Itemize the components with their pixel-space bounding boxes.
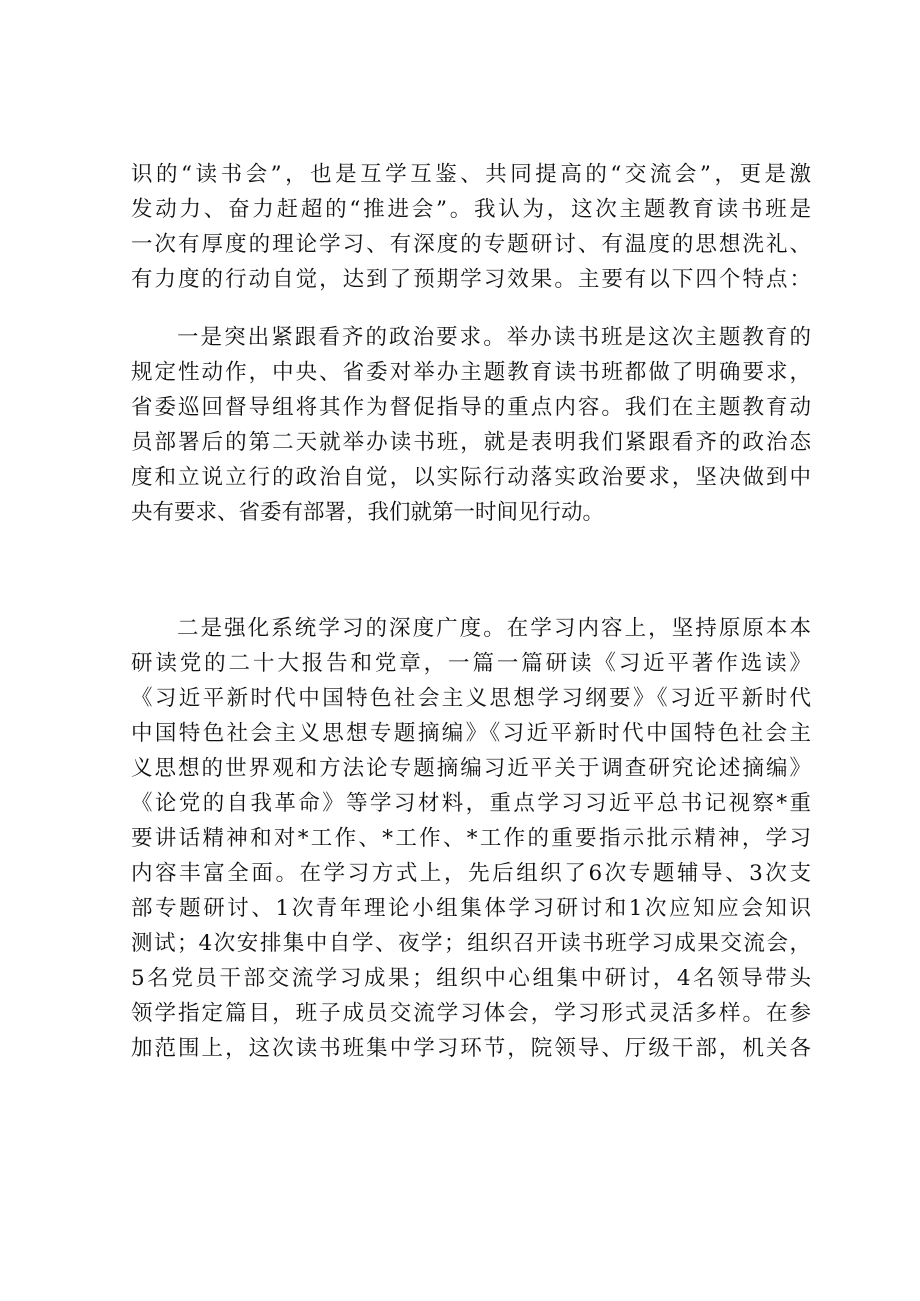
text-line: 二是强化系统学习的深度广度。在学习内容上，坚持原原本本 <box>177 616 811 641</box>
text-line: 《习近平新时代中国特色社会主义思想学习纲要》《习近平新时代 <box>131 686 811 711</box>
paragraph-intro <box>131 157 811 297</box>
text-line: 领学指定篇目，班子成员交流学习体会，学习形式灵活多样。在参 <box>131 1001 811 1026</box>
text-line: 规定性动作，中央、省委对举办主题教育读书班都做了明确要求， <box>131 360 811 385</box>
paragraph-systematic-study <box>131 611 811 1066</box>
text-line: 发动力、奋力赶超的“推进会”。我认为，这次主题教育读书班是 <box>131 197 811 222</box>
paragraph-political-requirement <box>131 320 811 530</box>
text-line: 识的“读书会”，也是互学互鉴、共同提高的“交流会”，更是激 <box>131 162 811 187</box>
text-line: 员部署后的第二天就举办读书班，就是表明我们紧跟看齐的政治态 <box>131 430 811 455</box>
text-line: 5名党员干部交流学习成果；组织中心组集中研讨，4名领导带头 <box>131 966 811 991</box>
text-line: 要讲话精神和对*工作、*工作、*工作的重要指示批示精神，学习 <box>131 826 811 851</box>
text-line: 加范围上，这次读书班集中学习环节，院领导、厅级干部，机关各 <box>131 1036 811 1061</box>
text-line: 一是突出紧跟看齐的政治要求。举办读书班是这次主题教育的 <box>177 325 811 350</box>
text-line: 一次有厚度的理论学习、有深度的专题研讨、有温度的思想洗礼、 <box>131 232 811 257</box>
text-line: 义思想的世界观和方法论专题摘编习近平关于调查研究论述摘编》 <box>131 756 811 781</box>
text-line: 研读党的二十大报告和党章，一篇一篇研读《习近平著作选读》 <box>131 651 811 676</box>
text-line: 央有要求、省委有部署，我们就第一时间见行动。 <box>131 500 605 525</box>
text-line: 有力度的行动自觉，达到了预期学习效果。主要有以下四个特点： <box>131 267 811 292</box>
text-line: 省委巡回督导组将其作为督促指导的重点内容。我们在主题教育动 <box>131 395 811 420</box>
text-line: 内容丰富全面。在学习方式上，先后组织了6次专题辅导、3次支 <box>131 861 811 886</box>
text-line: 《论党的自我革命》等学习材料，重点学习习近平总书记视察*重 <box>131 791 811 816</box>
text-line: 度和立说立行的政治自觉，以实际行动落实政治要求，坚决做到中 <box>131 465 811 490</box>
text-line: 测试；4次安排集中自学、夜学；组织召开读书班学习成果交流会， <box>131 931 811 956</box>
text-line: 中国特色社会主义思想专题摘编》《习近平新时代中国特色社会主 <box>131 721 811 746</box>
text-line: 部专题研讨、1次青年理论小组集体学习研讨和1次应知应会知识 <box>131 896 811 921</box>
